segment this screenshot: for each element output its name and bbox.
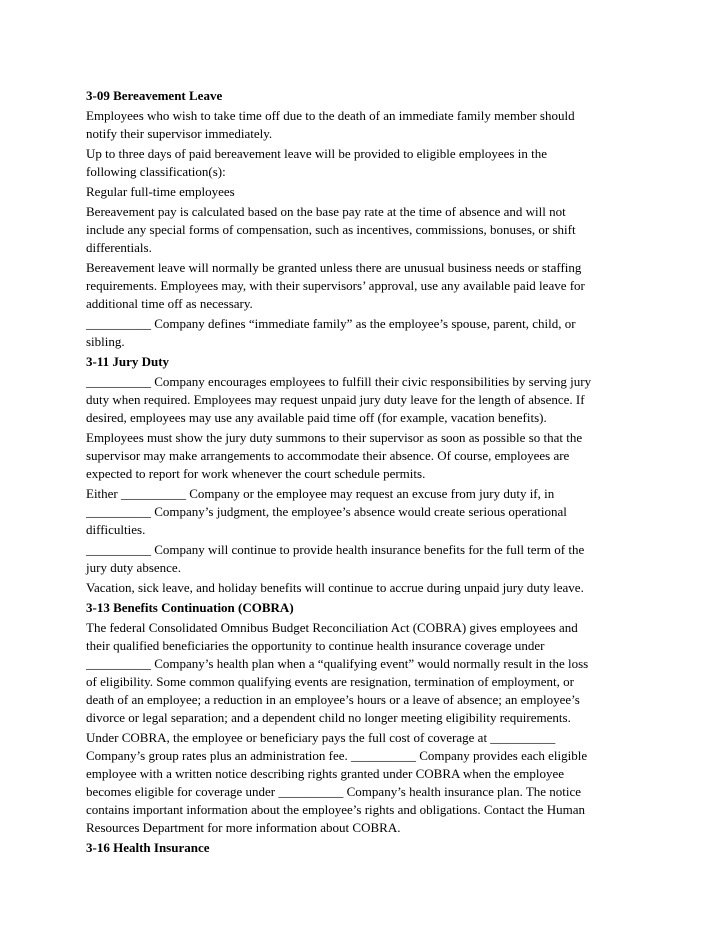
document-page xyxy=(86,87,642,859)
paragraph-line: The federal Consolidated Omnibus Budget Reconciliation Act (COBRA) gives employees and xyxy=(86,620,578,635)
paragraph xyxy=(86,579,642,597)
paragraph xyxy=(86,729,642,837)
paragraph-line: include any special forms of compensation, such as incentives, commissions, bonuses, or shift xyxy=(86,222,576,237)
paragraph-line: differentials. xyxy=(86,240,152,255)
paragraph-line: becomes eligible for coverage under __________ Company’s health insurance plan. The notice xyxy=(86,784,582,799)
paragraph-line: __________ Company’s health plan when a “qualifying event” would normally result in the loss xyxy=(86,656,589,671)
paragraph-line: notify their supervisor immediately. xyxy=(86,126,273,141)
paragraph-line: Employees who wish to take time off due to the death of an immediate family member should xyxy=(86,108,575,123)
section-3-13-benefits-continuation-cobra xyxy=(86,599,642,837)
paragraph-line: divorce or legal separation; and a dependent child no longer meeting eligibility requirements. xyxy=(86,710,571,725)
paragraph-line: Vacation, sick leave, and holiday benefits will continue to accrue during unpaid jury duty leave. xyxy=(86,580,584,595)
section-3-11-jury-duty xyxy=(86,353,642,597)
paragraph-line: contains important information about the employee’s rights and obligations. Contact the Human xyxy=(86,802,585,817)
paragraph xyxy=(86,429,642,483)
paragraph-line: Up to three days of paid bereavement leave will be provided to eligible employees in the xyxy=(86,146,547,161)
paragraph xyxy=(86,145,642,181)
paragraph-line: jury duty absence. xyxy=(86,560,181,575)
section-heading: 3-09 Bereavement Leave xyxy=(86,88,223,103)
paragraph-line: their qualified beneficiaries the opportunity to continue health insurance coverage under xyxy=(86,638,545,653)
section-heading: 3-13 Benefits Continuation (COBRA) xyxy=(86,600,294,615)
paragraph xyxy=(86,373,642,427)
paragraph-line: __________ Company defines “immediate family” as the employee’s spouse, parent, child, or xyxy=(86,316,576,331)
paragraph xyxy=(86,183,642,201)
paragraph-line: Regular full-time employees xyxy=(86,184,235,199)
paragraph-line: following classification(s): xyxy=(86,164,226,179)
paragraph-line: death of an employee; a reduction in an employee’s hours or a leave of absence; an employee’s xyxy=(86,692,580,707)
paragraph-line: employee with a written notice describing rights granted under COBRA when the employee xyxy=(86,766,564,781)
section-heading: 3-11 Jury Duty xyxy=(86,354,170,369)
paragraph xyxy=(86,203,642,257)
section-3-09-bereavement-leave xyxy=(86,87,642,351)
paragraph-line: duty when required. Employees may request unpaid jury duty leave for the length of absence. If xyxy=(86,392,585,407)
paragraph-line: additional time off as necessary. xyxy=(86,296,253,311)
paragraph-line: __________ Company will continue to provide health insurance benefits for the full term of the xyxy=(86,542,585,557)
paragraph-line: Resources Department for more information about COBRA. xyxy=(86,820,401,835)
section-3-16-health-insurance xyxy=(86,839,642,857)
paragraph xyxy=(86,619,642,727)
paragraph-line: Company’s group rates plus an administration fee. __________ Company provides each eligible xyxy=(86,748,588,763)
paragraph-line: Under COBRA, the employee or beneficiary pays the full cost of coverage at __________ xyxy=(86,730,556,745)
paragraph-line: sibling. xyxy=(86,334,125,349)
paragraph-line: supervisor may make arrangements to accommodate their absence. Of course, employees are xyxy=(86,448,570,463)
paragraph-line: __________ Company’s judgment, the employee’s absence would create serious operational xyxy=(86,504,567,519)
paragraph-line: Bereavement pay is calculated based on the base pay rate at the time of absence and will not xyxy=(86,204,566,219)
paragraph-line: Employees must show the jury duty summons to their supervisor as soon as possible so that the xyxy=(86,430,583,445)
paragraph-line: of eligibility. Some common qualifying events are resignation, termination of employment, or xyxy=(86,674,574,689)
paragraph xyxy=(86,107,642,143)
paragraph-line: Either __________ Company or the employee may request an excuse from jury duty if, in xyxy=(86,486,555,501)
paragraph xyxy=(86,259,642,313)
paragraph-line: expected to report for work whenever the court schedule permits. xyxy=(86,466,426,481)
paragraph-line: Bereavement leave will normally be granted unless there are unusual business needs or staffing xyxy=(86,260,582,275)
paragraph-line: difficulties. xyxy=(86,522,146,537)
paragraph-line: __________ Company encourages employees to fulfill their civic responsibilities by serving jury xyxy=(86,374,592,389)
paragraph-line: desired, employees may use any available paid time off (for example, vacation benefits). xyxy=(86,410,547,425)
paragraph xyxy=(86,541,642,577)
paragraph-line: requirements. Employees may, with their supervisors’ approval, use any available paid leave for xyxy=(86,278,585,293)
paragraph xyxy=(86,315,642,351)
paragraph xyxy=(86,485,642,539)
section-heading: 3-16 Health Insurance xyxy=(86,840,210,855)
